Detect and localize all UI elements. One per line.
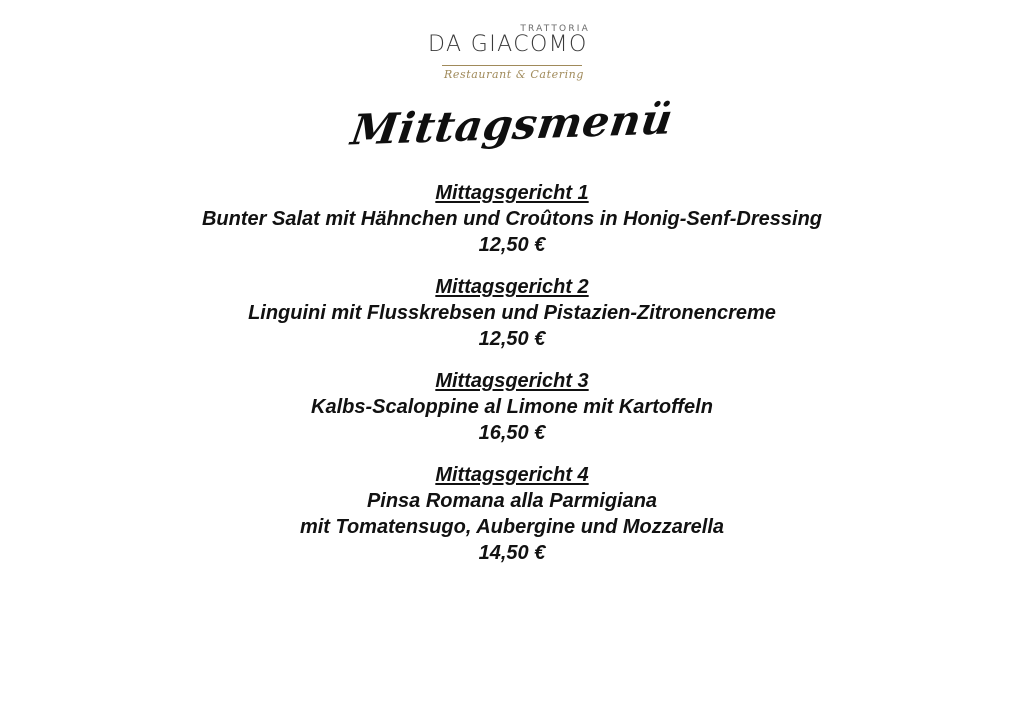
- menu-item-heading: Mittagsgericht 1: [435, 182, 589, 204]
- menu-item-description: Linguini mit Flusskrebsen und Pistazien-Zitronencreme: [248, 302, 776, 324]
- menu-list: [0, 180, 1024, 566]
- menu-title: Mittagsmenü: [348, 94, 676, 155]
- logo-name: DA GIACOMO: [428, 32, 588, 57]
- menu-item-heading: Mittagsgericht 4: [435, 464, 589, 486]
- menu-item-price: 14,50 €: [478, 542, 546, 564]
- menu-item-description: Bunter Salat mit Hähnchen und Croûtons in Honig-Senf-Dressing: [201, 208, 823, 230]
- menu-item-heading: Mittagsgericht 3: [435, 370, 589, 392]
- logo-tagline-bottom: Restaurant & Catering: [444, 68, 585, 81]
- logo-divider: [442, 65, 582, 66]
- menu-item-price: 12,50 €: [478, 234, 546, 256]
- menu-item: [0, 368, 1024, 446]
- menu-item-price: 16,50 €: [478, 422, 546, 444]
- restaurant-logo: [412, 24, 612, 88]
- menu-item-description: mit Tomatensugo, Aubergine und Mozzarella: [299, 516, 725, 538]
- menu-item-description: Pinsa Romana alla Parmigiana: [366, 490, 658, 512]
- menu-item: [0, 274, 1024, 352]
- menu-item: [0, 180, 1024, 258]
- logo-tagline-top: TRATTORIA: [520, 24, 590, 34]
- menu-item-price: 12,50 €: [478, 328, 546, 350]
- menu-item-description: Kalbs-Scaloppine al Limone mit Kartoffeln: [311, 396, 713, 418]
- menu-item-heading: Mittagsgericht 2: [435, 276, 589, 298]
- menu-item: [0, 462, 1024, 566]
